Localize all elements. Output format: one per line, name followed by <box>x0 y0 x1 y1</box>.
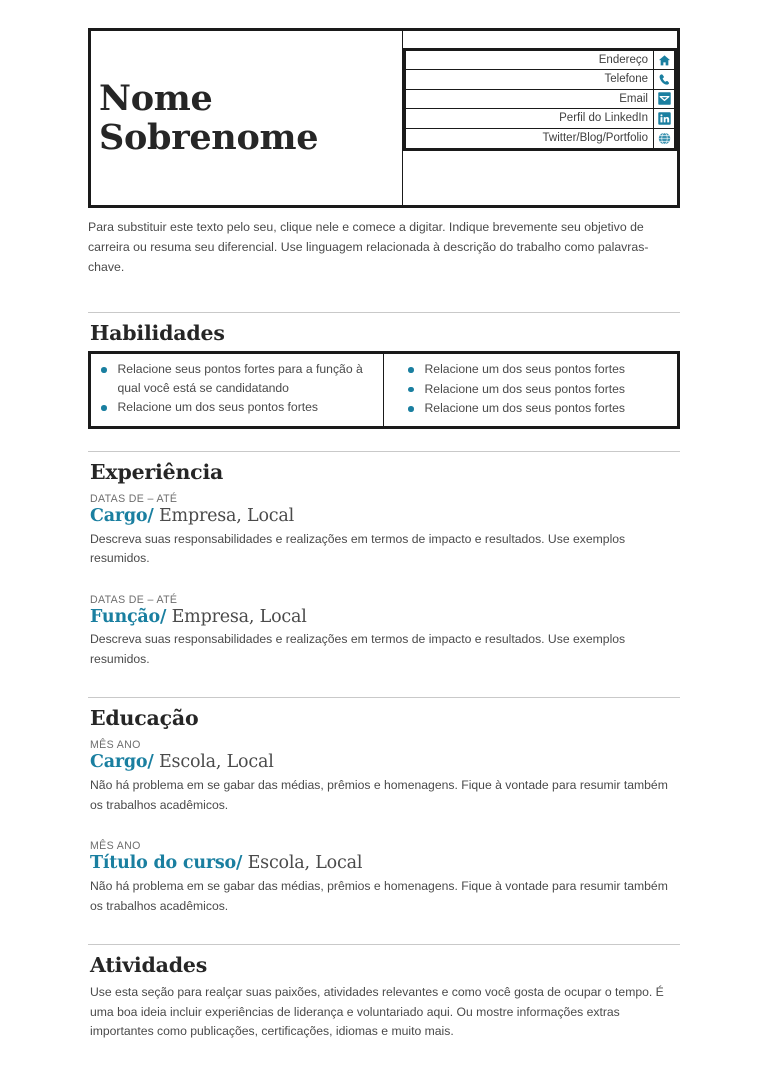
entry-description[interactable]: Não há problema em se gabar das médias, prêmios e homenagens. Fique à vontade para resumir também os trabalhos acadêmicos. <box>90 778 668 812</box>
entry-date[interactable]: MÊS ANO <box>90 840 141 853</box>
entry-description[interactable]: Descreva suas responsabilidades e realizações em termos de impacto e resultados. Use exemplos resumidos. <box>90 632 626 666</box>
section-title-experience: Experiência <box>90 459 224 484</box>
experience-entry[interactable] <box>88 594 680 670</box>
skills-table <box>88 351 680 429</box>
list-item[interactable] <box>97 360 377 397</box>
section-divider <box>88 451 680 452</box>
contact-row-linkedin[interactable] <box>406 109 674 128</box>
last-name: Sobrenome <box>99 117 319 158</box>
home-icon <box>654 51 674 69</box>
entry-title[interactable] <box>90 506 680 528</box>
skill-text: Relacione seus pontos fortes para a função à qual você está se candidatando <box>117 362 363 395</box>
spacer <box>88 290 680 312</box>
skills-column-right <box>384 354 677 426</box>
entry-separator: / <box>160 606 167 627</box>
globe-icon <box>654 129 674 148</box>
entry-role: Função <box>90 606 161 627</box>
section-education <box>88 697 680 916</box>
bullet-icon <box>408 367 414 373</box>
contact-table <box>403 48 677 151</box>
contact-label-linkedin[interactable]: Perfil do LinkedIn <box>406 109 654 127</box>
section-title-activities: Atividades <box>90 953 208 978</box>
skills-column-left <box>91 354 384 426</box>
education-entry[interactable] <box>88 840 680 916</box>
bullet-icon <box>101 367 107 373</box>
spacer <box>88 429 680 451</box>
entry-separator: / <box>147 752 154 773</box>
contact-label-website[interactable]: Twitter/Blog/Portfolio <box>406 129 654 148</box>
first-name: Nome <box>99 77 213 119</box>
entry-organization: Empresa, Local <box>171 606 307 627</box>
linkedin-icon <box>654 109 674 127</box>
spacer <box>88 571 680 585</box>
intro-paragraph[interactable]: Para substituir este texto pelo seu, clique nele e comece a digitar. Indique brevemente seu objetivo de carreira ou resuma seu diferencial. Use linguagem relacionada à descrição do trabalho como palavras-chave. <box>88 220 649 274</box>
contact-row-email[interactable] <box>406 90 674 109</box>
spacer <box>88 817 680 831</box>
bullet-icon <box>408 406 414 412</box>
entry-organization: Empresa, Local <box>158 505 295 526</box>
spacer <box>88 671 680 697</box>
section-title-education: Educação <box>90 706 199 731</box>
entry-date[interactable]: DATAS DE – ATÉ <box>90 492 178 505</box>
contact-block <box>403 31 677 205</box>
contact-row-address[interactable] <box>406 51 674 70</box>
section-divider <box>88 312 680 313</box>
entry-date[interactable]: MÊS ANO <box>90 739 141 752</box>
section-experience <box>88 451 680 670</box>
contact-label-email[interactable]: Email <box>406 90 654 108</box>
entry-description[interactable]: Descreva suas responsabilidades e realizações em termos de impacto e resultados. Use exemplos resumidos. <box>90 531 626 566</box>
entry-title[interactable] <box>90 853 680 875</box>
email-icon <box>654 90 674 108</box>
entry-description[interactable]: Não há problema em se gabar das médias, prêmios e homenagens. Fique à vontade para resumir também os trabalhos acadêmicos. <box>90 879 668 913</box>
spacer <box>88 918 680 944</box>
contact-row-website[interactable] <box>406 129 674 148</box>
section-divider <box>88 697 680 698</box>
entry-separator: / <box>147 505 154 526</box>
entry-title[interactable] <box>90 607 680 629</box>
list-item[interactable] <box>404 399 671 418</box>
education-entry[interactable] <box>88 739 680 815</box>
skill-text: Relacione um dos seus pontos fortes <box>424 401 626 416</box>
entry-separator: / <box>236 853 243 874</box>
experience-entry[interactable] <box>88 493 680 569</box>
section-divider <box>88 944 680 945</box>
phone-icon <box>654 70 674 88</box>
entry-organization: Escola, Local <box>247 853 363 874</box>
section-title-skills: Habilidades <box>90 321 225 346</box>
list-item[interactable] <box>404 380 671 399</box>
entry-role: Título do curso <box>90 853 237 874</box>
list-item[interactable] <box>97 398 377 417</box>
entry-role: Cargo <box>90 505 148 526</box>
bullet-icon <box>101 405 107 411</box>
section-skills <box>88 312 680 429</box>
entry-title[interactable] <box>90 752 680 774</box>
entry-date[interactable]: DATAS DE – ATÉ <box>90 593 178 606</box>
contact-row-phone[interactable] <box>406 70 674 89</box>
skill-text: Relacione um dos seus pontos fortes <box>117 400 319 415</box>
name-block[interactable] <box>91 31 403 205</box>
contact-label-address[interactable]: Endereço <box>406 51 654 69</box>
skill-text: Relacione um dos seus pontos fortes <box>424 381 626 396</box>
contact-label-phone[interactable]: Telefone <box>406 70 654 88</box>
list-item[interactable] <box>404 360 671 379</box>
entry-organization: Escola, Local <box>158 752 274 773</box>
entry-role: Cargo <box>90 752 148 773</box>
activities-paragraph[interactable]: Use esta seção para realçar suas paixões, atividades relevantes e como você gosta de ocupar o tempo. É uma boa ideia incluir experiências de liderança e voluntariado aqui. Ou mostre informações extras importantes como publicações, certificações, idiomas e muito mais. <box>90 985 664 1039</box>
bullet-icon <box>408 387 414 393</box>
header-table <box>88 28 680 208</box>
skill-text: Relacione um dos seus pontos fortes <box>424 362 626 377</box>
section-activities <box>88 944 680 1042</box>
